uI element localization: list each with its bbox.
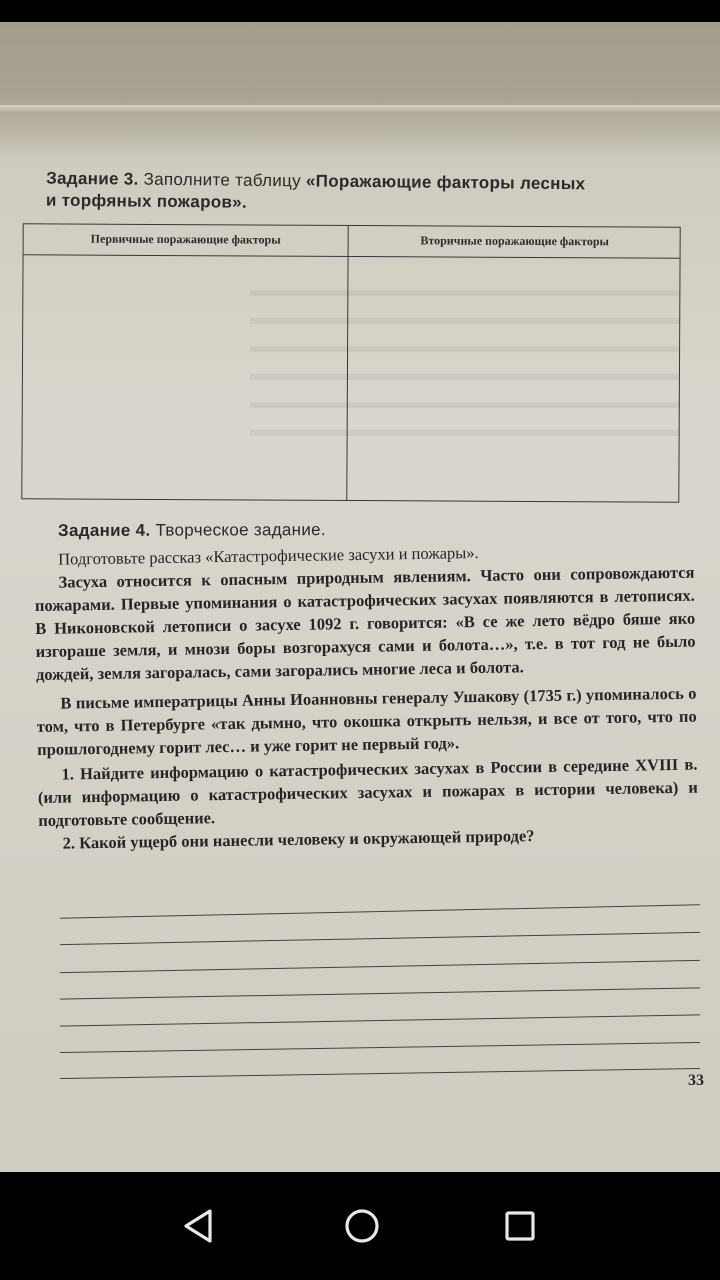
- task3-text: Заполните таблицу: [138, 169, 307, 191]
- damage-factors-table: [21, 223, 680, 502]
- paragraph-intro: Подготовьте рассказ «Катастрофические засухи и пожары».: [58, 543, 479, 569]
- task3-heading: [46, 169, 686, 218]
- task4-text: Творческое задание.: [150, 520, 326, 540]
- answer-line-6[interactable]: [60, 1042, 700, 1053]
- task4-label: Задание 4.: [57, 520, 151, 541]
- recents-button[interactable]: [480, 1172, 560, 1280]
- answer-line-7[interactable]: [60, 1068, 700, 1079]
- home-button[interactable]: [322, 1172, 402, 1280]
- task3-title-line1: «Поражающие факторы лесных: [305, 171, 586, 194]
- answer-line-4[interactable]: [60, 987, 700, 999]
- question-2: 2. Какой ущерб они нанесли человеку и окружающей природе?: [62, 826, 535, 853]
- answer-line-3[interactable]: [60, 960, 700, 973]
- task3-label: Задание 3.: [46, 168, 139, 189]
- task4-heading: [58, 519, 658, 541]
- square-recents-icon: [500, 1206, 540, 1246]
- paragraph-letter: В письме императрицы Анны Иоанновны генералу Ушакову (1735 г.) упоминалось о том, что в Петербурге «так дымно, что окошка открыть нельзя, и все от того, что по прошлогоднему горит лес… и уже горит не первый год».: [36, 683, 697, 759]
- triangle-back-icon: [180, 1206, 220, 1246]
- question-1: 1. Найдите информацию о катастрофических засухах в России в середине XVIII в. (или информацию о катастрофических засухах и пожарах в истории человека) и подготовьте сообщение.: [37, 754, 698, 830]
- paragraph-drought: Засуха относится к опасным природным явлениям. Часто они сопровождаются пожарами. Первые упоминания о катастрофических засухах появляются в летописях. В Никоновской летописи о засухе 1092 г. говорится: «В се же лето вёдро бяше яко изгораше земля, и мнози боры возгорахуся сами и болота…», т.е. в тот год не было дождей, земля загоралась, сами загорались многие леса и болота.: [34, 562, 696, 684]
- navigation-bar: [0, 1172, 720, 1280]
- table-header-secondary: Вторичные поражающие факторы: [420, 233, 609, 249]
- answer-line-5[interactable]: [60, 1014, 700, 1026]
- task4-body: [34, 538, 699, 855]
- answer-line-1[interactable]: [60, 904, 700, 918]
- answer-line-2[interactable]: [60, 932, 700, 945]
- table-cell-secondary[interactable]: [348, 257, 679, 499]
- status-bar: [0, 0, 720, 22]
- table-header-primary: Первичные поражающие факторы: [90, 231, 281, 247]
- document-photo: [0, 22, 720, 1172]
- back-button[interactable]: [160, 1172, 240, 1280]
- page-number: 33: [688, 1072, 704, 1089]
- table-cell-primary[interactable]: [22, 255, 346, 497]
- task3-title-line2: и торфяных пожаров».: [45, 190, 248, 212]
- paper-edge: [0, 105, 720, 113]
- circle-home-icon: [342, 1206, 382, 1246]
